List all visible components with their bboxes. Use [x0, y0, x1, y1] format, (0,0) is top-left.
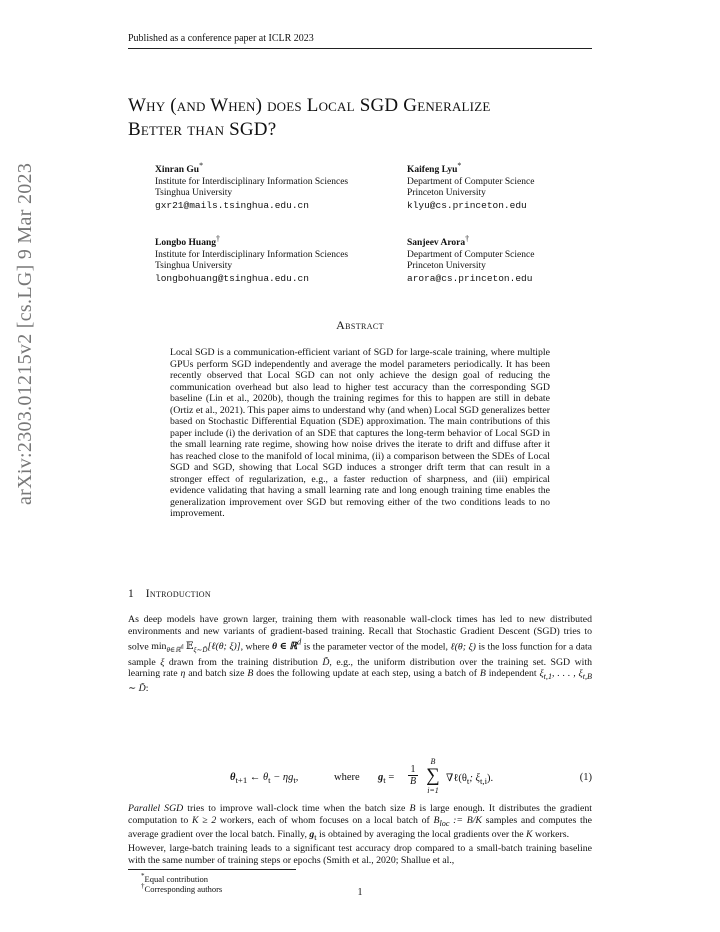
paper-title — [128, 94, 598, 142]
abstract-text: Local SGD is a communication-efficient variant of SGD for large-scale training, where multiple GPUs perform SGD independently and average the model parameters periodically. It has been recently observed that Local SGD can not only achieve the design goal of reducing the communication overhead but also lead to higher test accuracy than the corresponding SGD baseline (Lin et al., 2020b), though the training regimes for this to happen are still in debate (Ortiz et al., 2021). This paper aims to understand why (and when) Local SGD generalizes better based on Stochastic Differential Equation (SDE) approximation. The main contributions of this paper include (i) the derivation of an SDE that captures the long-term behavior of Local SGD in the small learning rate regime, showing how noise drives the iterate to drift and diffuse after it has reached close to the manifold of local minima, (ii) a comparison between the SDEs of Local SGD and SGD, showing that Local SGD induces a stronger drift term that can result in a stronger effect of regularization, e.g., a faster reduction of sharpness, and (iii) empirical evidence validating that having a small learning rate and long enough training time enables the generalization improvement over SGD but removing either of the two conditions leads to no improvement. — [170, 347, 550, 519]
author-institution: Princeton University — [407, 188, 486, 199]
footnote: *Equal contribution — [141, 872, 209, 884]
math-theta: θ ∈ ℝ$^d$ — [272, 638, 302, 653]
section-number: 1 — [128, 588, 134, 600]
author-affiliation: Department of Computer Science — [407, 249, 535, 260]
author-mark: * — [457, 161, 462, 170]
equation-rhs: $\nabla\ell(\theta_t$; $\xi_{t,i}$). — [446, 773, 494, 787]
title-line-2: Better than SGD? — [128, 119, 277, 140]
section-title: Introduction — [145, 588, 211, 600]
math-loss: ℓ(θ; ξ) — [450, 641, 476, 653]
page-number: 1 — [357, 887, 363, 898]
author-affiliation: Institute for Interdisciplinary Information Sciences — [155, 176, 349, 187]
author-email: arora@cs.princeton.edu — [407, 272, 533, 284]
arxiv-watermark: arXiv:2303.01215v2 [cs.LG] 9 Mar 2023 — [14, 162, 36, 505]
math-B: B — [247, 668, 254, 680]
author-email: gxr21@mails.tsinghua.edu.cn — [155, 199, 309, 211]
author-block — [155, 233, 348, 284]
footnote-rule — [128, 869, 296, 870]
abstract-heading: Abstract — [336, 318, 384, 332]
math-dist: D̃ — [322, 656, 330, 668]
author-block — [407, 233, 534, 284]
author-affiliation: Institute for Interdisciplinary Information Sciences — [155, 249, 349, 260]
section-heading — [128, 588, 211, 600]
title-line-1: Why (and When) does Local SGD Generalize — [128, 95, 491, 116]
author-institution: Tsinghua University — [155, 188, 233, 199]
author-name: Xinran Gu — [155, 165, 200, 176]
footnote: †Corresponding authors — [141, 882, 223, 894]
math-min: $\min_{\theta\in ℝ^d}$ 𝔼$_{\xi\sim D̃}$[ℓ(θ; ξ)] — [151, 641, 241, 655]
math-samples: $\xi_{t,1}$, . . . , $\xi_{t,B}$ ∼ D̃ — [128, 668, 593, 694]
author-name: Kaifeng Lyu — [407, 165, 458, 176]
author-name: Longbo Huang — [155, 238, 216, 249]
author-mark: † — [465, 234, 470, 243]
author-name: Sanjeev Arora — [407, 238, 466, 249]
equation-g: $g_t$ = — [378, 772, 395, 786]
author-email: longbohuang@tsinghua.edu.cn — [155, 272, 309, 284]
math-eta: η — [180, 668, 186, 680]
equation-lhs: $\theta_{t+1}$ ← $\theta_t - \eta g_t$, — [230, 772, 299, 786]
author-email: klyu@cs.princeton.edu — [407, 199, 527, 211]
intro-paragraph-1: As deep models have grown larger, training them with reasonable wall-clock times has led to new distributed environments and new variants of gradient-based training. Recall that Stochastic Gradient Descent (SGD) tries to solve $\min_{\theta\in ℝ^d}$ 𝔼$_{\xi\sim D̃}$[ℓ(θ; ξ)], where θ ∈ ℝ$^d$ is the parameter vector of the model, ℓ(θ; ξ) is the loss function for a data sample ξ drawn from the training distribution D̃, e.g., the uniform distribution over the training set. SGD with learning rate η and batch size B does the following update at each step, using a batch of B independent $\xi_{t,1}$, . . . , $\xi_{t,B}$ ∼ D̃: — [128, 614, 593, 694]
author-institution: Princeton University — [407, 261, 486, 272]
equation-number: (1) — [579, 772, 592, 783]
author-mark: * — [199, 161, 204, 170]
author-mark: † — [216, 234, 220, 243]
author-institution: Tsinghua University — [155, 261, 233, 272]
author-affiliation: Department of Computer Science — [407, 176, 535, 187]
equation-sum: B ∑ i=1 — [426, 757, 440, 795]
equation-1 — [128, 757, 592, 801]
author-block — [407, 160, 534, 211]
math-xi: ξ — [160, 656, 165, 668]
equation-where: where — [334, 772, 360, 783]
running-header: Published as a conference paper at ICLR 2023 — [128, 33, 592, 49]
equation-fraction: $\frac{1}{B}$ — [409, 764, 417, 787]
math-B: B — [479, 668, 486, 680]
intro-paragraph-3: However, large-batch training leads to a significant test accuracy drop compared to a small-batch training baseline with the same number of training steps or epochs (Smith et al., 2020; Shallue et al., — [128, 843, 592, 866]
intro-paragraph-2: Parallel SGD tries to improve wall-clock time when the batch size B is large enough. It distributes the gradient computation to K ≥ 2 workers, each of whom focuses on a local batch of $B_{loc}$ := B/K samples and computes the average gradient over the local batch. Finally, $g_t$ is obtained by averaging the local gradients over the K workers. — [128, 803, 592, 842]
author-block — [155, 160, 348, 211]
